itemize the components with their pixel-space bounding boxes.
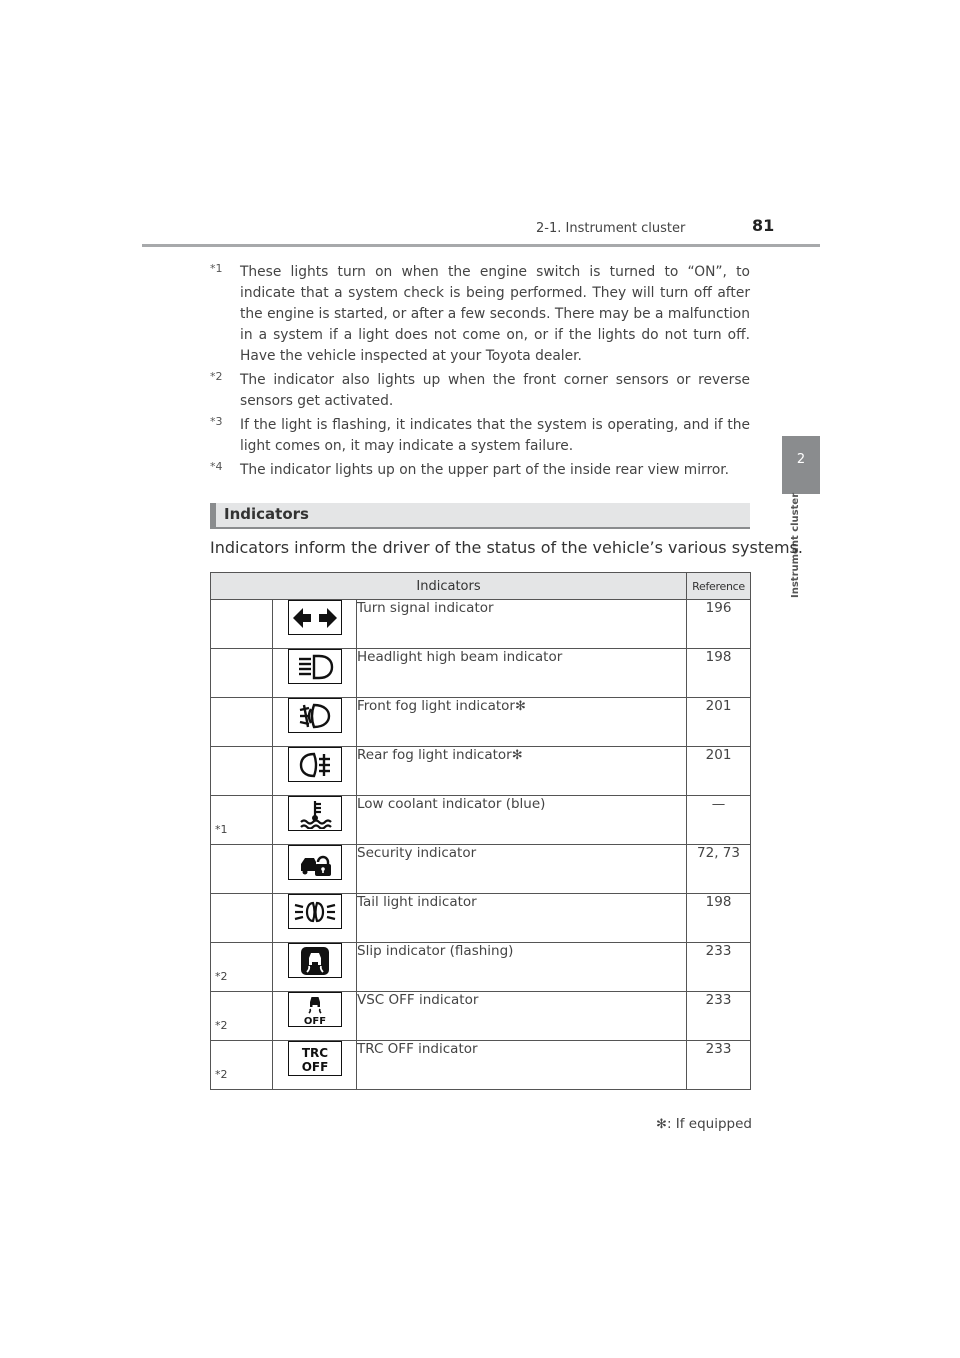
row-note: *2 [215, 970, 228, 983]
reference-link[interactable]: 196 [687, 600, 751, 649]
table-row [211, 992, 751, 1041]
indicator-name: Headlight high beam indicator [357, 649, 563, 665]
equipped-mark: ✻ [656, 1117, 667, 1132]
section-intro: Indicators inform the driver of the status of the vehicle’s various systems. [210, 538, 803, 557]
high-beam-icon [295, 653, 335, 681]
coolant-icon [298, 799, 332, 829]
header-reference: Reference [687, 573, 751, 600]
turn-signal-icon [291, 605, 339, 631]
chapter-tab-number: 2 [796, 452, 806, 467]
note-text: The indicator lights up on the upper part of the inside rear view mirror. [240, 462, 730, 478]
table-row [211, 943, 751, 992]
indicator-name: TRC OFF indicator [357, 1041, 478, 1057]
row-note: *2 [215, 1019, 228, 1032]
trc-text: TRC [301, 1045, 328, 1060]
note-mark: *2 [210, 370, 223, 383]
header-rule [142, 244, 820, 247]
indicator-name: Slip indicator (flashing) [357, 943, 514, 959]
reference-link[interactable]: 201 [687, 747, 751, 796]
reference-link[interactable]: 72, 73 [687, 845, 751, 894]
table-row [211, 1041, 751, 1090]
table-row [211, 894, 751, 943]
reference-link[interactable]: 233 [687, 943, 751, 992]
indicator-name: Rear fog light indicator [357, 747, 512, 763]
indicator-name: Security indicator [357, 845, 477, 861]
trc-off-icon [298, 1043, 332, 1075]
table-header-row [211, 573, 751, 600]
indicators-table [210, 572, 751, 1090]
table-row [211, 845, 751, 894]
note-text: The indicator also lights up when the front corner sensors or reverse sensors get activated. [240, 372, 750, 409]
section-heading [210, 503, 750, 529]
chapter-tab [782, 436, 820, 494]
note-mark: *3 [210, 415, 223, 428]
trc-off-text: OFF [301, 1059, 328, 1074]
equipped-mark: ✻ [511, 748, 523, 763]
note-3 [210, 415, 750, 457]
reference-link[interactable]: 201 [687, 698, 751, 747]
vsc-off-text: OFF [303, 1015, 326, 1026]
note-mark: *4 [210, 460, 223, 473]
reference-value: — [687, 796, 751, 845]
header-indicators: Indicators [211, 573, 687, 600]
table-row [211, 649, 751, 698]
table-row [211, 747, 751, 796]
note-4 [210, 460, 750, 481]
indicator-name: VSC OFF indicator [357, 992, 479, 1008]
slip-icon [300, 946, 330, 976]
indicator-name: Front fog light indicator [357, 698, 515, 714]
table-row [211, 600, 751, 649]
section-title: Indicators [224, 505, 309, 523]
reference-link[interactable]: 233 [687, 992, 751, 1041]
note-1 [210, 262, 750, 367]
chapter-tab-label: Instrument cluster [790, 492, 801, 598]
reference-link[interactable]: 198 [687, 649, 751, 698]
note-text: These lights turn on when the engine switch is turned to “ON”, to indicate that a system check is being performed. They will turn off after the engine is started, or after a few seconds. There may be a malfunction in a system if a light does not come on, or if the lights do not turn off. Have the vehicle inspected at your Toyota dealer. [240, 264, 750, 364]
running-header-section: 2-1. Instrument cluster [536, 221, 686, 236]
rear-fog-icon [297, 751, 333, 779]
if-equipped-footnote [656, 1116, 752, 1132]
security-icon [298, 849, 332, 877]
note-mark: *1 [210, 262, 223, 275]
indicator-name: Turn signal indicator [357, 600, 494, 616]
row-note: *2 [215, 1068, 228, 1081]
vsc-off-icon [300, 994, 330, 1026]
note-2 [210, 370, 750, 412]
tail-light-icon [293, 899, 337, 925]
reference-link[interactable]: 198 [687, 894, 751, 943]
page-number: 81 [752, 216, 775, 235]
reference-link[interactable]: 233 [687, 1041, 751, 1090]
table-row [211, 698, 751, 747]
front-fog-icon [297, 702, 333, 730]
indicator-name: Low coolant indicator (blue) [357, 796, 546, 812]
footnote-list [210, 262, 750, 484]
note-text: If the light is flashing, it indicates that the system is operating, and if the light comes on, it may indicate a system failure. [240, 417, 750, 454]
row-note: *1 [215, 823, 228, 836]
footnote-text: : If equipped [666, 1116, 752, 1132]
table-row [211, 796, 751, 845]
indicator-name: Tail light indicator [357, 894, 477, 910]
equipped-mark: ✻ [514, 699, 526, 714]
